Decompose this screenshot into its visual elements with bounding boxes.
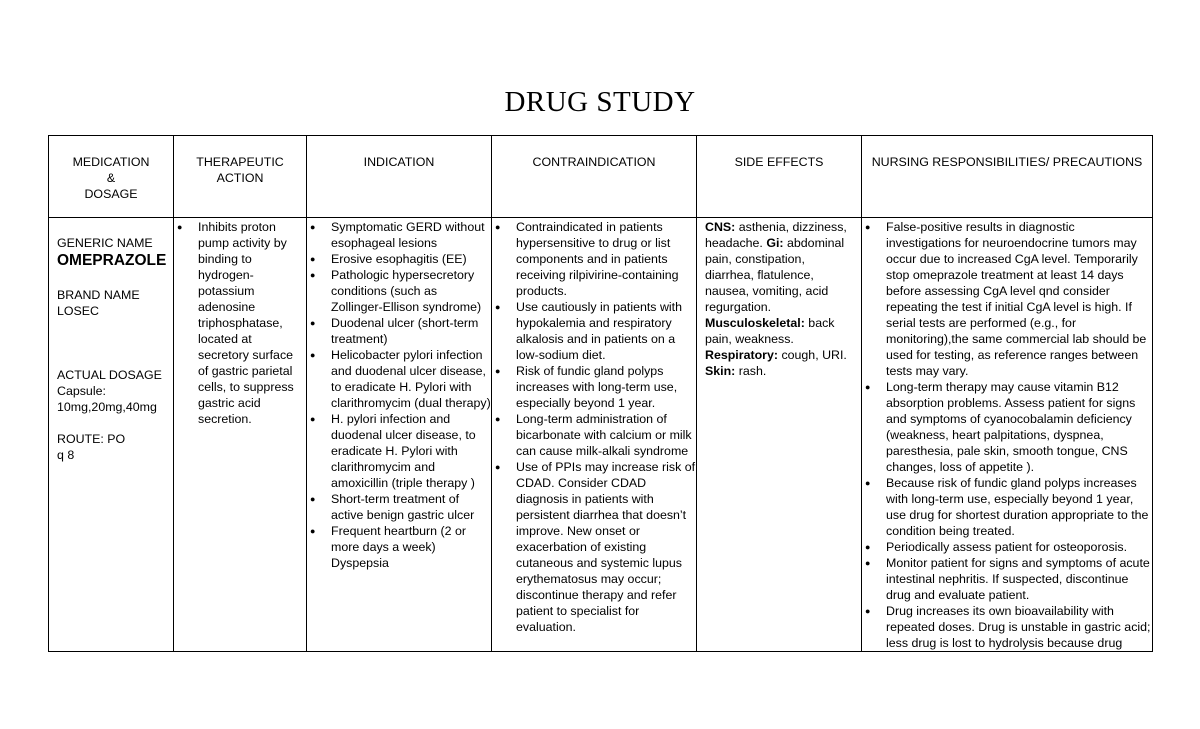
dosage-values: 10mg,20mg,40mg: [57, 400, 157, 414]
bullet-icon: ●: [310, 270, 316, 280]
bullet-icon: ●: [310, 222, 316, 232]
bullet-icon: ●: [865, 606, 871, 616]
header-medication-line: DOSAGE: [84, 187, 138, 201]
side-effect-entry: [705, 364, 766, 378]
contraindication-text: Risk of fundic gland polyps increases with long-term use, especially beyond 1 year.: [516, 364, 678, 410]
indication-text: Frequent heartburn (2 or more days a week) Dyspepsia: [331, 524, 466, 570]
header-medication-line: MEDICATION: [72, 155, 150, 169]
nursing-text: Monitor patient for signs and symptoms of acute intestinal nephritis. If suspected, discontinue drug and evaluate patient.: [886, 556, 1150, 602]
list-item: [862, 219, 1152, 379]
header-indication: [307, 136, 492, 218]
nursing-text: Because risk of fundic gland polyps increases with long-term use, especially beyond 1 year, use drug for shortest duration appropriate to the condition being treated.: [886, 476, 1149, 538]
list-item: [492, 299, 696, 363]
medication-cell: [49, 218, 174, 652]
header-contraindication: [492, 136, 697, 218]
header-medication-line: &: [106, 171, 116, 185]
list-item: [307, 251, 491, 267]
bullet-icon: ●: [310, 526, 316, 536]
therapeutic-action-cell: [174, 218, 307, 652]
contraindication-text: Long-term administration of bicarbonate with calcium or milk can cause milk-alkali syndrome: [516, 412, 692, 458]
indication-text: H. pylori infection and duodenal ulcer disease, to eradicate H. Pylori with clarithromycim and amoxicillin (triple therapy ): [331, 412, 476, 490]
list-item: [492, 363, 696, 411]
bullet-icon: ●: [865, 382, 871, 392]
generic-name: OMEPRAZOLE: [57, 252, 167, 269]
bullet-icon: ●: [310, 350, 316, 360]
list-item: [862, 555, 1152, 603]
bullet-icon: ●: [865, 222, 871, 232]
indication-cell: [307, 218, 492, 652]
side-effect-text: rash.: [735, 364, 767, 378]
list-item: [307, 491, 491, 523]
contraindication-text: Use cautiously in patients with hypokalemia and respiratory alkalosis and in patients on a low-sodium diet.: [516, 300, 682, 362]
header-nursing: [862, 136, 1153, 218]
list-item: [307, 347, 491, 411]
header-side-effects-label: SIDE EFFECTS: [734, 155, 824, 169]
nursing-text: Long-term therapy may cause vitamin B12 absorption problems. Assess patient for signs and symptoms of cyanocobalamin deficiency (weakness, heart palpitations, dyspnea, paresthesia, pale skin, smooth tongue, CNS changes, loss of appetite ).: [886, 380, 1136, 474]
nursing-text: Drug increases its own bioavailability with repeated doses. Drug is unstable in gastric acid; less drug is lost to hydrolysis because drug: [886, 604, 1151, 650]
bullet-icon: ●: [177, 222, 183, 232]
header-therapeutic-line: ACTION: [216, 171, 264, 185]
nursing-text: False-positive results in diagnostic investigations for neuroendocrine tumors may occur due to increased CgA level. Temporarily stop omeprazole treatment at least 14 days before assessing CgA level qnd consider repeating the test if initial CgA level is high. If serial tests are performed (e.g., for monitoring),the same commercial lab should be used for testing, as reference ranges between tests may vary.: [886, 220, 1147, 378]
side-effect-label: Respiratory:: [705, 348, 778, 362]
nursing-text: Periodically assess patient for osteoporosis.: [886, 540, 1128, 554]
indication-text: Helicobacter pylori infection and duodenal ulcer disease, to eradicate H. Pylori with clarithromycim (dual therapy): [331, 348, 491, 410]
contraindication-text: Use of PPIs may increase risk of CDAD. Consider CDAD diagnosis in patients with persistent diarrhea that doesn’t improve. New onset or exacerbation of existing cutaneous and systemic lupus erythematosus may occur; discontinue therapy and refer patient to specialist for evaluation.: [516, 460, 696, 634]
list-item: [307, 267, 491, 315]
indication-text: Pathologic hypersecretory conditions (such as Zollinger-Ellison syndrome): [331, 268, 482, 314]
drug-study-table: [48, 135, 1153, 652]
header-therapeutic-line: THERAPEUTIC: [196, 155, 284, 169]
bullet-icon: ●: [310, 254, 316, 264]
bullet-icon: ●: [310, 318, 316, 328]
bullet-icon: ●: [495, 222, 501, 232]
side-effect-text: asthenia, dizziness, headache.: [705, 220, 847, 250]
route: ROUTE: PO: [57, 432, 126, 446]
header-side-effects: [697, 136, 862, 218]
side-effect-label: CNS:: [705, 220, 736, 234]
list-item: [307, 219, 491, 251]
contraindication-text: Contraindicated in patients hypersensitive to drug or list components and in patients receiving rilpivirine-containing products.: [516, 220, 679, 298]
list-item: [307, 315, 491, 347]
side-effect-entry: [705, 316, 834, 346]
header-nursing-label: NURSING RESPONSIBILITIES/ PRECAUTIONS: [871, 155, 1143, 169]
header-medication: [49, 136, 174, 218]
side-effect-text: back pain, weakness.: [705, 316, 835, 346]
list-item: [492, 411, 696, 459]
bullet-icon: ●: [495, 414, 501, 424]
bullet-icon: ●: [865, 542, 871, 552]
bullet-icon: ●: [865, 558, 871, 568]
table-body-row: [49, 218, 1153, 652]
brand-name-label: BRAND NAME: [57, 288, 140, 302]
header-indication-label: INDICATION: [363, 155, 435, 169]
frequency: q 8: [57, 448, 75, 462]
list-item: [862, 475, 1152, 539]
list-item: [307, 411, 491, 491]
indication-text: Symptomatic GERD without esophageal lesions: [331, 220, 485, 250]
therapeutic-action-text: Inhibits proton pump activity by binding to hydrogen-potassium adenosine triphosphatase, located at secretory surface of gastric parietal cells, to suppress gastric acid secretion.: [198, 220, 294, 426]
side-effect-text: cough, URI.: [778, 348, 847, 362]
side-effect-label: Musculoskeletal:: [705, 316, 805, 330]
list-item: [307, 523, 491, 571]
side-effect-label: Gi:: [766, 236, 784, 250]
bullet-icon: ●: [495, 302, 501, 312]
nursing-cell: [862, 218, 1153, 652]
side-effect-label: Skin:: [705, 364, 736, 378]
dosage-label: ACTUAL DOSAGE: [57, 368, 162, 382]
header-therapeutic-action: [174, 136, 307, 218]
indication-text: Erosive esophagitis (EE): [331, 252, 467, 266]
bullet-icon: ●: [495, 366, 501, 376]
list-item: [174, 219, 306, 427]
page-title: DRUG STUDY: [504, 86, 696, 118]
side-effect-entry: [705, 348, 847, 362]
bullet-icon: ●: [310, 414, 316, 424]
list-item: [492, 219, 696, 299]
bullet-icon: ●: [310, 494, 316, 504]
indication-text: Short-term treatment of active benign gastric ulcer: [331, 492, 475, 522]
bullet-icon: ●: [865, 478, 871, 488]
list-item: [862, 539, 1152, 555]
header-contraindication-label: CONTRAINDICATION: [532, 155, 656, 169]
bullet-icon: ●: [495, 462, 501, 472]
dosage-form: Capsule:: [57, 384, 106, 398]
contraindication-cell: [492, 218, 697, 652]
list-item: [862, 603, 1152, 651]
side-effects-cell: [697, 218, 862, 652]
list-item: [492, 459, 696, 635]
indication-text: Duodenal ulcer (short-term treatment): [331, 316, 479, 346]
list-item: [862, 379, 1152, 475]
brand-name: LOSEC: [57, 304, 100, 318]
generic-name-label: GENERIC NAME: [57, 236, 153, 250]
table-header-row: [49, 136, 1153, 218]
side-effect-text: abdominal pain, constipation, diarrhea, flatulence, nausea, vomiting, acid regurgation.: [705, 236, 845, 314]
